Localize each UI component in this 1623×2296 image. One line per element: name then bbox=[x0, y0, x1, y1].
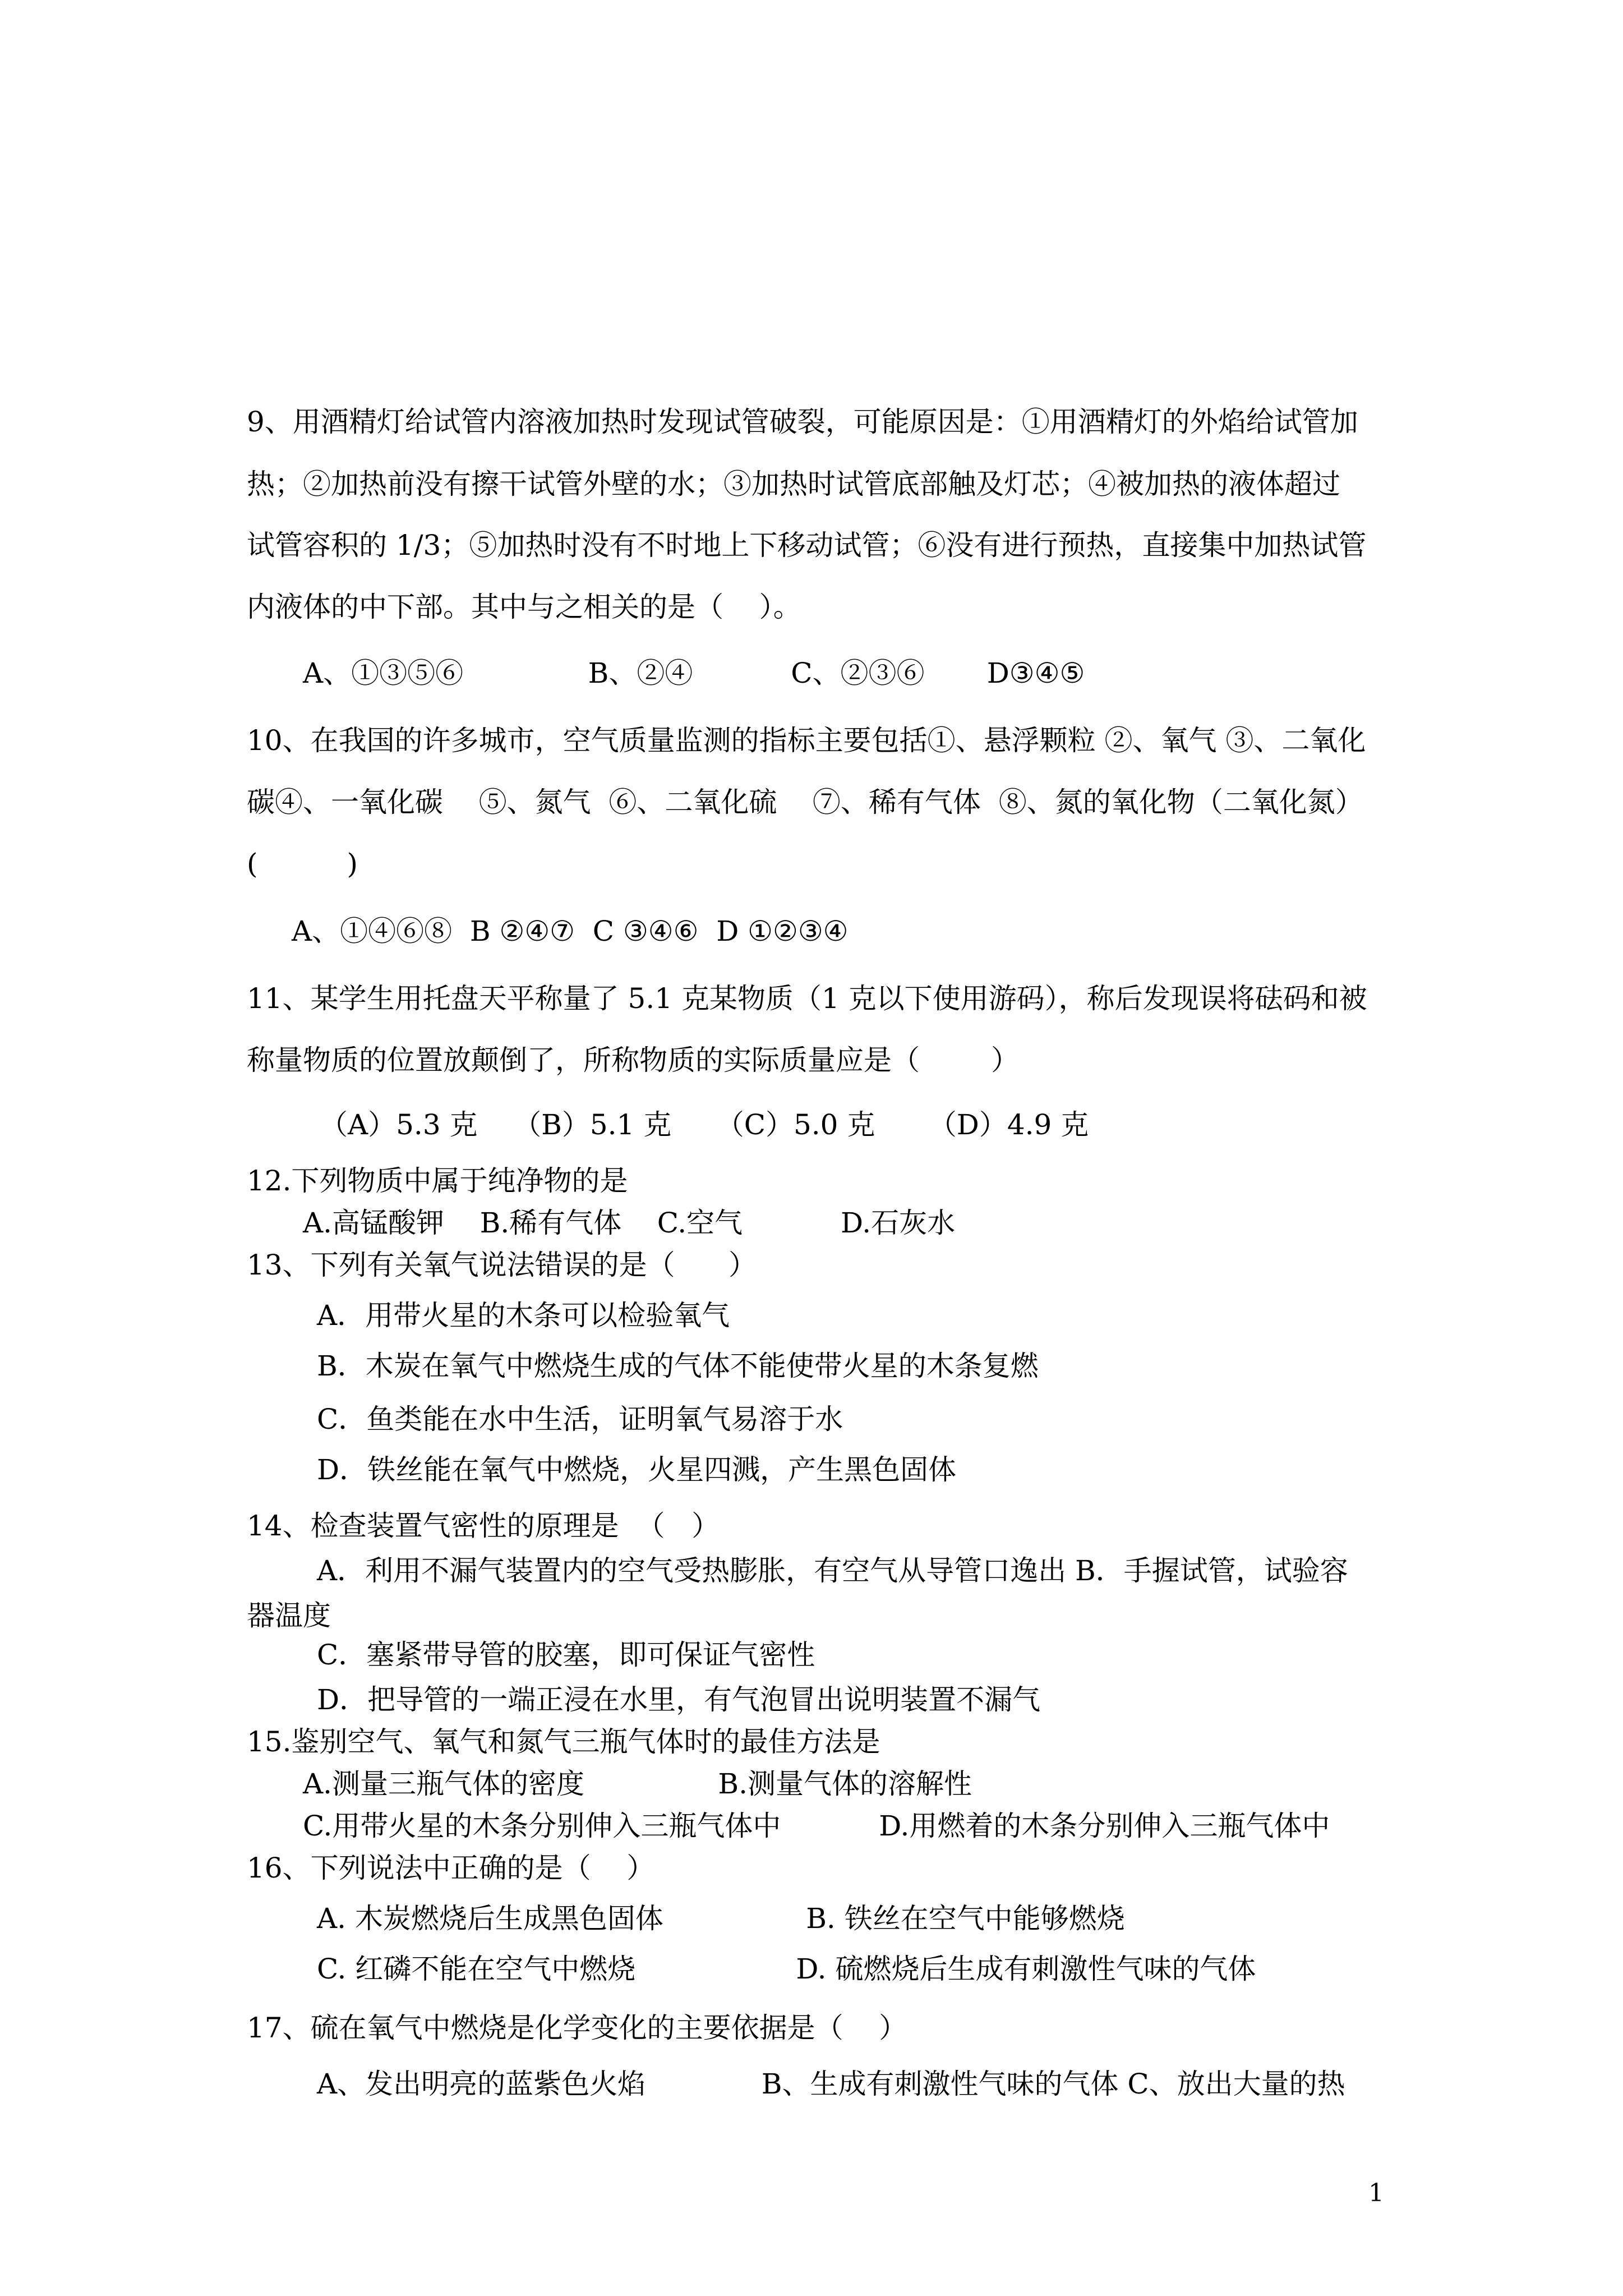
question-17-stem: 17、硫在氧气中燃烧是化学变化的主要依据是（ ） bbox=[247, 2012, 907, 2044]
question-16-stem: 16、下列说法中正确的是（ ） bbox=[247, 1852, 655, 1884]
question-15-options-cd: C.用带火星的木条分别伸入三瓶气体中 D.用燃着的木条分别伸入三瓶气体中 bbox=[303, 1810, 1330, 1842]
question-10-line-1: 10、在我国的许多城市，空气质量监测的指标主要包括①、悬浮颗粒 ②、氧气 ③、二氧化 bbox=[247, 724, 1366, 757]
question-10-options: A、①④⑥⑧ B ②④⑦ C ③④⑥ D ①②③④ bbox=[292, 915, 849, 947]
question-16-options-ab: A. 木炭燃烧后生成黑色固体 B. 铁丝在空气中能够燃烧 bbox=[317, 1902, 1125, 1935]
question-9-line-4: 内液体的中下部。其中与之相关的是（ ）。 bbox=[247, 591, 801, 623]
question-12-options: A.高锰酸钾 B.稀有气体 C.空气 D.石灰水 bbox=[303, 1207, 956, 1239]
question-14-stem: 14、检查装置气密性的原理是 （ ） bbox=[247, 1510, 720, 1542]
question-14-option-a-continued: 器温度 bbox=[247, 1599, 331, 1632]
question-17-options: A、发出明亮的蓝紫色火焰 B、生成有刺激性气味的气体 C、放出大量的热 bbox=[317, 2068, 1345, 2100]
question-13-option-a: A．用带火星的木条可以检验氧气 bbox=[317, 1299, 730, 1332]
question-13-option-b: B．木炭在氧气中燃烧生成的气体不能使带火星的木条复燃 bbox=[317, 1350, 1039, 1382]
question-13-option-d: D．铁丝能在氧气中燃烧，火星四溅，产生黑色固体 bbox=[317, 1453, 957, 1486]
question-9-line-3: 试管容积的 1/3；⑤加热时没有不时地上下移动试管；⑥没有进行预热，直接集中加热试管 bbox=[247, 529, 1367, 562]
question-9-line-1: 9、用酒精灯给试管内溶液加热时发现试管破裂，可能原因是：①用酒精灯的外焰给试管加 bbox=[247, 406, 1358, 438]
question-10-line-2: 碳④、一氧化碳 ⑤、氮气 ⑥、二氧化硫 ⑦、稀有气体 ⑧、氮的氧化物（二氧化氮） bbox=[247, 786, 1363, 818]
question-16-options-cd: C. 红磷不能在空气中燃烧 D. 硫燃烧后生成有刺激性气味的气体 bbox=[317, 1953, 1256, 1985]
question-15-stem: 15.鉴别空气、氧气和氮气三瓶气体时的最佳方法是 bbox=[247, 1726, 880, 1758]
question-14-option-d: D．把导管的一端正浸在水里，有气泡冒出说明装置不漏气 bbox=[317, 1683, 1041, 1716]
question-14-option-a: A．利用不漏气装置内的空气受热膨胀，有空气从导管口逸出 B．手握试管，试验容 bbox=[317, 1554, 1348, 1587]
question-11-options: （A）5.3 克 （B）5.1 克 （C）5.0 克 （D）4.9 克 bbox=[320, 1108, 1089, 1141]
question-9-options: A、①③⑤⑥ B、②④ C、②③⑥ D③④⑤ bbox=[303, 657, 1085, 689]
question-13-option-c: C．鱼类能在水中生活，证明氧气易溶于水 bbox=[317, 1403, 843, 1435]
page-number: 1 bbox=[1368, 2179, 1384, 2207]
question-11-line-1: 11、某学生用托盘天平称量了 5.1 克某物质（1 克以下使用游码），称后发现误将砝码和被 bbox=[247, 982, 1367, 1015]
question-12-stem: 12.下列物质中属于纯净物的是 bbox=[247, 1165, 628, 1197]
question-13-stem: 13、下列有关氧气说法错误的是（ ） bbox=[247, 1249, 757, 1281]
question-11-line-2: 称量物质的位置放颠倒了，所称物质的实际质量应是（ ） bbox=[247, 1044, 1020, 1076]
question-14-option-c: C．塞紧带导管的胶塞，即可保证气密性 bbox=[317, 1639, 815, 1671]
question-10-line-3: ( ) bbox=[247, 848, 358, 880]
question-9-line-2: 热；②加热前没有擦干试管外壁的水；③加热时试管底部触及灯芯；④被加热的液体超过 bbox=[247, 468, 1340, 500]
question-15-options-ab: A.测量三瓶气体的密度 B.测量气体的溶解性 bbox=[303, 1768, 972, 1800]
